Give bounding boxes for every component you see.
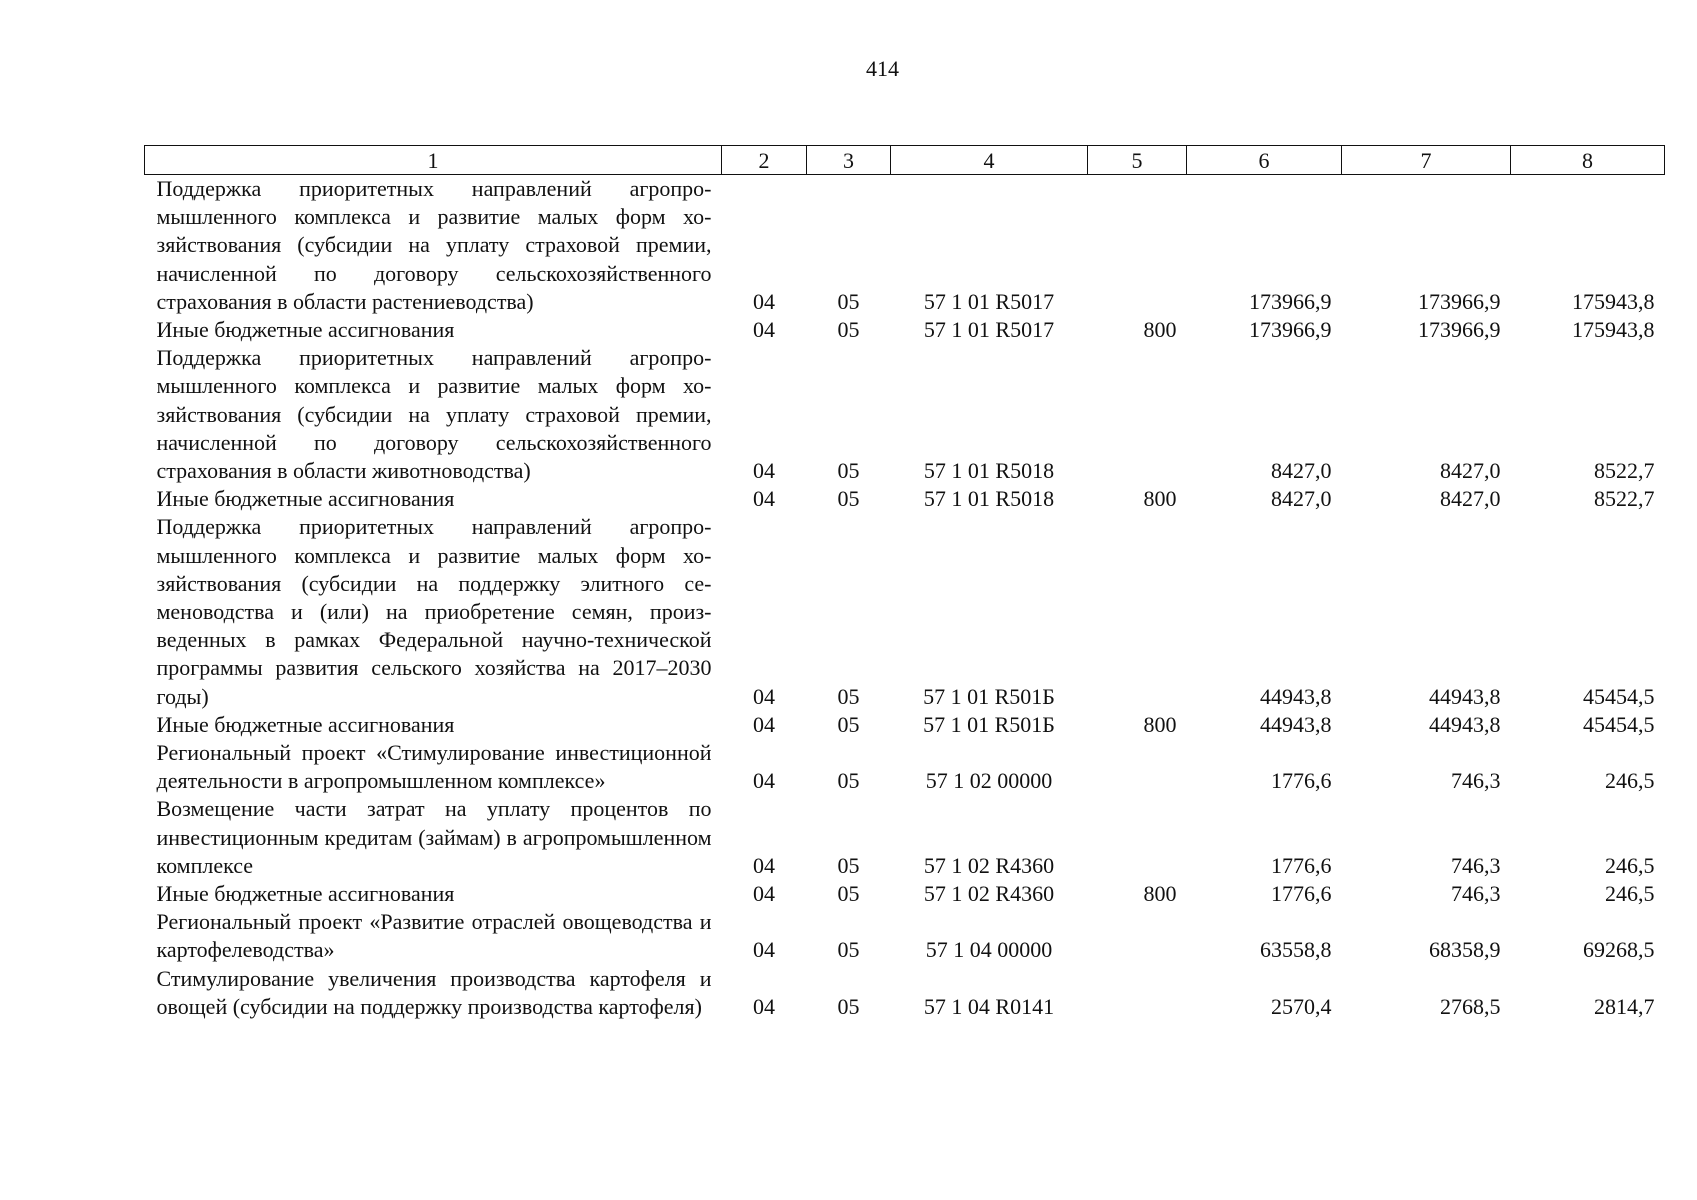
row-amount-col8: 2814,7 <box>1594 993 1655 1019</box>
row-section: 04 <box>753 881 775 907</box>
column-header-4: 4 <box>891 146 1088 175</box>
row-section: 04 <box>753 486 775 512</box>
row-target-code: 57 1 01 R501Б <box>923 711 1055 737</box>
table-row <box>145 175 1665 317</box>
table-row <box>145 711 1665 739</box>
row-name: Иные бюджетные ассигнования <box>156 711 455 737</box>
row-amount-col6: 1776,6 <box>1271 881 1332 907</box>
column-header-8: 8 <box>1511 146 1665 175</box>
row-target-code: 57 1 04 00000 <box>925 937 1053 963</box>
row-expense-type: 800 <box>1143 711 1177 737</box>
row-amount-col7: 173966,9 <box>1418 317 1501 343</box>
row-amount-col6: 8427,0 <box>1271 458 1332 484</box>
table-body <box>145 175 1665 1022</box>
row-target-code: 57 1 01 R5018 <box>923 486 1055 512</box>
row-subsection: 05 <box>837 317 860 343</box>
row-target-code: 57 1 04 R0141 <box>923 993 1055 1019</box>
row-amount-col7: 8427,0 <box>1440 486 1501 512</box>
column-header-1: 1 <box>145 146 722 175</box>
row-name: Поддержка приоритетных направлений агропромышленного комплекса и развитие малых форм хозяйствования (субсидии на уплату страховой премии, начисленной по договору сельскохозяйственного страхования в области растениеводства) <box>156 176 712 314</box>
row-name: Иные бюджетные ассигнования <box>156 317 455 343</box>
row-target-code: 57 1 01 R5018 <box>923 458 1055 484</box>
row-subsection: 05 <box>837 993 860 1019</box>
row-amount-col8: 45454,5 <box>1583 683 1655 709</box>
row-amount-col8: 8522,7 <box>1594 458 1655 484</box>
row-amount-col8: 246,5 <box>1605 768 1655 794</box>
row-amount-col7: 2768,5 <box>1440 993 1501 1019</box>
row-expense-type: 800 <box>1143 486 1177 512</box>
table-row <box>145 880 1665 908</box>
row-expense-type <box>1088 513 1187 710</box>
budget-table <box>144 145 1665 1021</box>
row-subsection: 05 <box>837 852 860 878</box>
row-amount-col7: 68358,9 <box>1429 937 1501 963</box>
row-section: 04 <box>753 711 775 737</box>
row-name: Региональный проект «Развитие отраслей овощеводства и картофелеводства» <box>156 909 712 963</box>
row-expense-type <box>1088 344 1187 485</box>
column-header-3: 3 <box>807 146 891 175</box>
row-amount-col7: 746,3 <box>1451 881 1501 907</box>
row-expense-type <box>1088 175 1187 317</box>
column-header-7: 7 <box>1342 146 1511 175</box>
row-subsection: 05 <box>837 458 860 484</box>
row-name: Региональный проект «Стимулирование инвестиционной деятельности в агропромышленном комплексе» <box>156 740 712 794</box>
row-expense-type: 800 <box>1143 881 1177 907</box>
row-amount-col6: 8427,0 <box>1271 486 1332 512</box>
row-amount-col6: 44943,8 <box>1260 683 1332 709</box>
row-target-code: 57 1 01 R5017 <box>923 288 1055 314</box>
table-row <box>145 513 1665 710</box>
row-amount-col7: 173966,9 <box>1418 288 1501 314</box>
row-name: Иные бюджетные ассигнования <box>156 486 455 512</box>
row-section: 04 <box>753 768 775 794</box>
table-row <box>145 739 1665 795</box>
row-section: 04 <box>753 317 775 343</box>
row-name: Стимулирование увеличения производства картофеля и овощей (субсидии на поддержку производства картофеля) <box>156 965 712 1019</box>
row-amount-col8: 246,5 <box>1605 852 1655 878</box>
column-header-6: 6 <box>1187 146 1342 175</box>
row-amount-col7: 746,3 <box>1451 768 1501 794</box>
table-row <box>145 908 1665 964</box>
row-amount-col6: 44943,8 <box>1260 711 1332 737</box>
row-amount-col7: 8427,0 <box>1440 458 1501 484</box>
row-name: Возмещение части затрат на уплату процентов по инвестиционным кредитам (займам) в агропромышленном комплексе <box>156 796 712 878</box>
row-amount-col8: 175943,8 <box>1572 288 1655 314</box>
row-subsection: 05 <box>837 937 860 963</box>
row-amount-col6: 173966,9 <box>1249 317 1332 343</box>
table-row <box>145 344 1665 485</box>
row-amount-col8: 175943,8 <box>1572 317 1655 343</box>
row-section: 04 <box>753 683 775 709</box>
row-expense-type <box>1088 795 1187 880</box>
row-target-code: 57 1 02 00000 <box>925 768 1053 794</box>
table-header <box>145 146 1665 175</box>
row-target-code: 57 1 02 R4360 <box>923 881 1055 907</box>
table-row <box>145 795 1665 880</box>
row-subsection: 05 <box>837 486 860 512</box>
row-amount-col7: 746,3 <box>1451 852 1501 878</box>
column-header-2: 2 <box>722 146 807 175</box>
column-header-5: 5 <box>1088 146 1187 175</box>
row-subsection: 05 <box>837 711 860 737</box>
row-subsection: 05 <box>837 683 860 709</box>
row-section: 04 <box>753 937 775 963</box>
row-section: 04 <box>753 852 775 878</box>
page-number: 414 <box>866 56 899 81</box>
row-target-code: 57 1 01 R501Б <box>923 683 1055 709</box>
row-expense-type: 800 <box>1143 317 1177 343</box>
row-target-code: 57 1 01 R5017 <box>923 317 1055 343</box>
row-expense-type <box>1088 965 1187 1021</box>
row-expense-type <box>1088 739 1187 795</box>
row-name: Поддержка приоритетных направлений агропромышленного комплекса и развитие малых форм хозяйствования (субсидии на уплату страховой премии, начисленной по договору сельскохозяйственного страхования в области животноводства) <box>156 345 712 484</box>
table-row <box>145 485 1665 513</box>
row-amount-col6: 1776,6 <box>1271 768 1332 794</box>
row-expense-type <box>1088 908 1187 964</box>
row-amount-col8: 8522,7 <box>1594 486 1655 512</box>
table-row <box>145 316 1665 344</box>
row-amount-col6: 173966,9 <box>1249 288 1332 314</box>
row-amount-col6: 2570,4 <box>1271 993 1332 1019</box>
row-amount-col8: 246,5 <box>1605 881 1655 907</box>
row-section: 04 <box>753 458 775 484</box>
table-row <box>145 965 1665 1021</box>
row-amount-col8: 69268,5 <box>1583 937 1655 963</box>
row-subsection: 05 <box>837 768 860 794</box>
row-section: 04 <box>753 288 775 314</box>
row-amount-col7: 44943,8 <box>1429 711 1501 737</box>
row-amount-col6: 1776,6 <box>1271 852 1332 878</box>
header-row <box>145 146 1665 175</box>
row-amount-col8: 45454,5 <box>1583 711 1655 737</box>
row-name: Поддержка приоритетных направлений агропромышленного комплекса и развитие малых форм хозяйствования (субсидии на поддержку элитного семеноводства и (или) на приобретение семян, произведенных в рамках Федеральной научно-технической программы развития сельского хозяйства на 2017–2030 годы) <box>156 514 712 709</box>
row-section: 04 <box>753 993 775 1019</box>
row-target-code: 57 1 02 R4360 <box>923 852 1055 878</box>
row-amount-col7: 44943,8 <box>1429 683 1501 709</box>
row-name: Иные бюджетные ассигнования <box>156 881 455 907</box>
row-amount-col6: 63558,8 <box>1260 937 1332 963</box>
row-subsection: 05 <box>837 288 860 314</box>
row-subsection: 05 <box>837 881 860 907</box>
